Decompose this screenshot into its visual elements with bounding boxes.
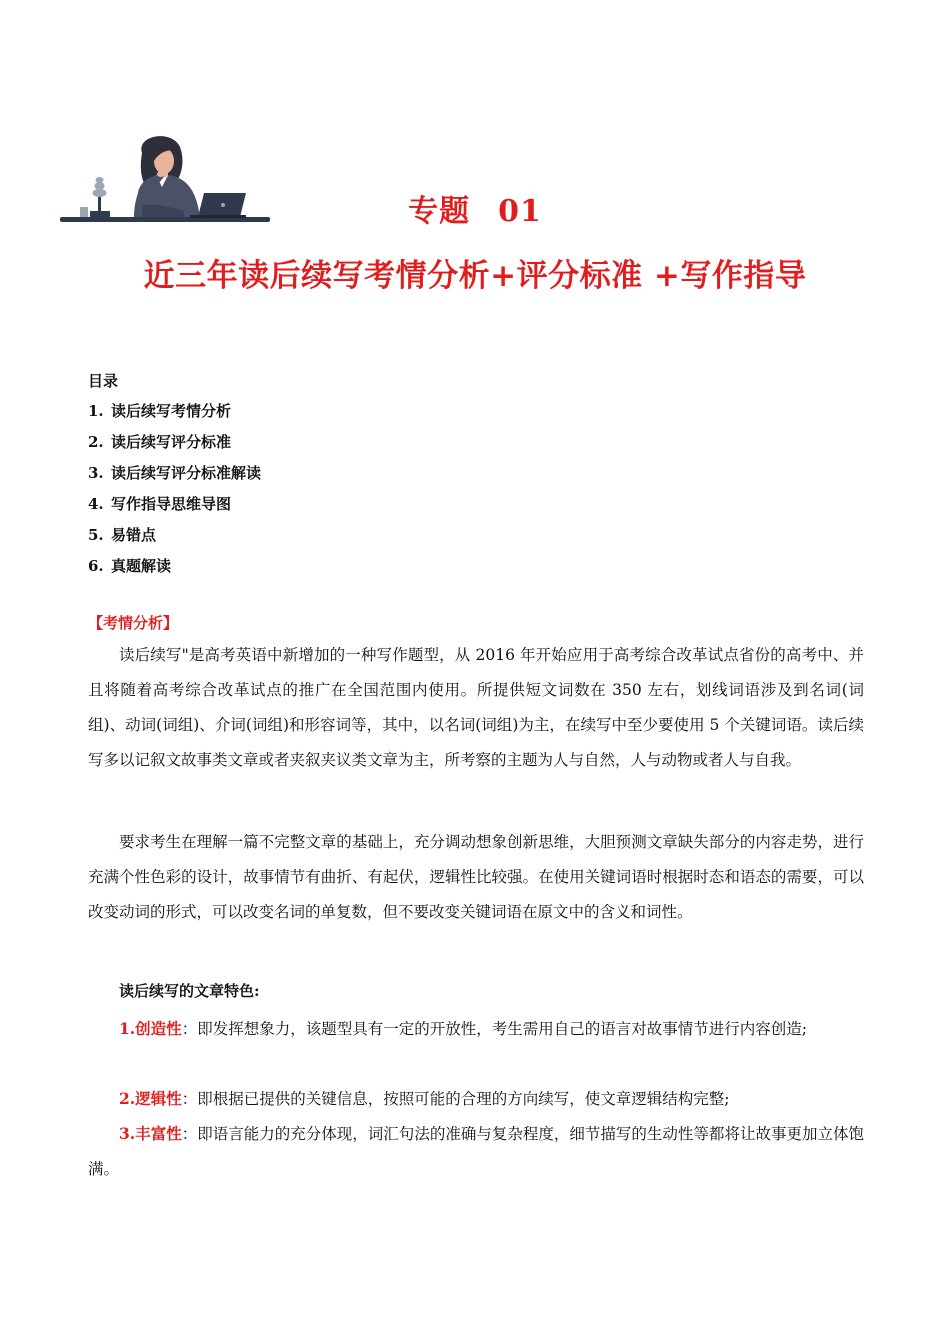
- title-prefix: 专题: [408, 194, 471, 229]
- analysis-paragraph: 读后续写"是高考英语中新增加的一种写作题型，从 2016 年开始应用于高考综合改革试点省份的高考中、并且将随着高考综合改革试点的推广在全国范围内使用。所提供短文词数在 350 左右，划线词语涉及到名词(词组)、动词(词组)、介词(词组)和形容词等，其中，以名词(词组)为主，在续写中至少要使用 5 个关键词语。读后续写多以记叙文故事类文章或者夹叙夹议类文章为主，所考察的主题为人与自然，人与动物或者人与自我。: [88, 646, 864, 769]
- toc-item[interactable]: [88, 400, 261, 422]
- title-number: 01: [498, 194, 542, 229]
- toc-item-label: 读后续写考情分析: [111, 402, 232, 420]
- toc-item-number: 2.: [88, 433, 104, 451]
- toc-heading: 目录: [88, 372, 119, 390]
- toc-item-label: 读后续写评分标准解读: [111, 464, 262, 482]
- toc-item[interactable]: [88, 555, 261, 577]
- toc-item-label: 读后续写评分标准: [111, 433, 232, 451]
- feature-label: 3.丰富性: [119, 1124, 182, 1143]
- features-heading: 读后续写的文章特色:: [119, 982, 260, 1000]
- table-of-contents: [88, 370, 261, 586]
- feature-item: [88, 1011, 864, 1047]
- feature-text: ：即根据已提供的关键信息，按照可能的合理的方向续写，使文章逻辑结构完整;: [181, 1090, 730, 1108]
- feature-item: [88, 1116, 864, 1187]
- page-title: [0, 186, 950, 230]
- toc-item[interactable]: [88, 493, 261, 515]
- toc-item[interactable]: [88, 462, 261, 484]
- toc-item-number: 5.: [88, 526, 104, 544]
- toc-item-number: 1.: [88, 402, 104, 420]
- toc-item-label: 易错点: [111, 526, 157, 544]
- toc-item-label: 真题解读: [111, 557, 172, 575]
- toc-item-label: 写作指导思维导图: [111, 495, 232, 513]
- section-tag-analysis: 【考情分析】: [88, 614, 179, 632]
- toc-item[interactable]: [88, 524, 261, 546]
- toc-item-number: 3.: [88, 464, 104, 482]
- analysis-paragraph: 要求考生在理解一篇不完整文章的基础上，充分调动想象创新思维，大胆预测文章缺失部分的内容走势，进行充满个性色彩的设计，故事情节有曲折、有起伏，逻辑性比较强。在使用关键词语时根据时态和语态的需要，可以改变动词的形式，可以改变名词的单复数，但不要改变关键词语在原文中的含义和词性。: [88, 833, 864, 921]
- feature-item: [88, 1081, 864, 1117]
- toc-item-number: 4.: [88, 495, 104, 513]
- toc-item-number: 6.: [88, 557, 104, 575]
- feature-text: ：即语言能力的充分体现，词汇句法的准确与复杂程度，细节描写的生动性等都将让故事更加立体饱满。: [88, 1125, 864, 1178]
- feature-label: 1.创造性: [119, 1019, 182, 1038]
- toc-item[interactable]: [88, 431, 261, 453]
- feature-text: ：即发挥想象力，该题型具有一定的开放性，考生需用自己的语言对故事情节进行内容创造;: [181, 1020, 807, 1038]
- feature-label: 2.逻辑性: [119, 1089, 182, 1108]
- page-subtitle: 近三年读后续写考情分析+评分标准 +写作指导: [143, 258, 807, 294]
